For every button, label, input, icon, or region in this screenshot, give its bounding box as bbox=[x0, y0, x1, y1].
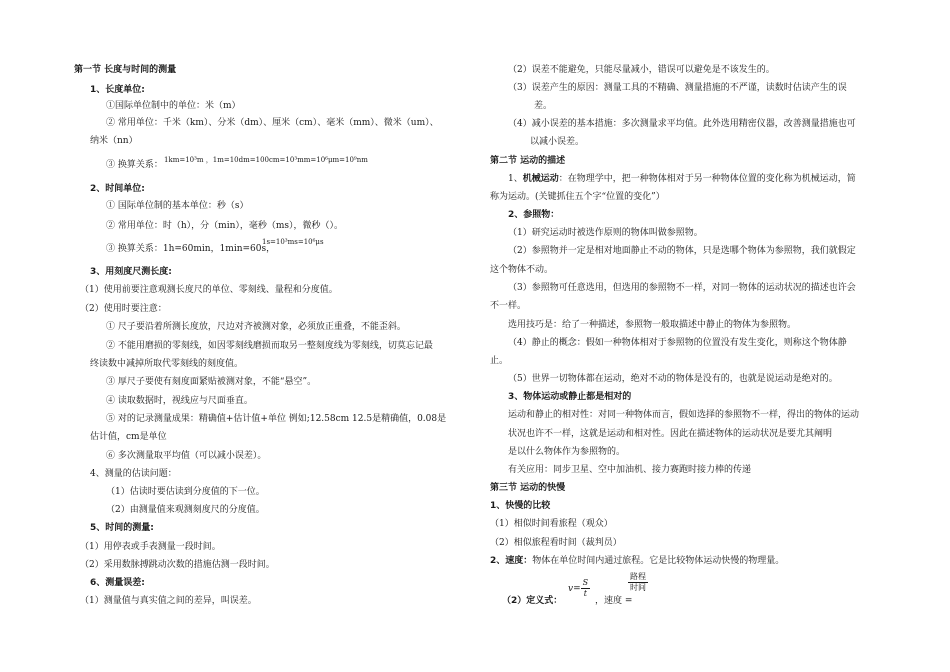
text-line: 终读数中减掉所取代零刻线的刻度值。 bbox=[90, 359, 244, 369]
text-line: （1）测量值与真实值之间的差异，叫误差。 bbox=[80, 596, 257, 606]
text-line: 差。 bbox=[534, 101, 553, 111]
heading-time-units: 2、时间单位: bbox=[90, 184, 145, 194]
text-line: ③ 换算关系： bbox=[106, 160, 163, 170]
text-line: 纳米（nn） bbox=[90, 136, 138, 146]
speed-definition: 物体在单位时间内通过旅程。它是比较物体运动快慢的物理量。 bbox=[532, 556, 785, 566]
text-line: （2）由测量值来观测刻度尺的分度值。 bbox=[106, 505, 265, 515]
term-mechanical-motion: 机械运动 bbox=[522, 174, 559, 184]
text-line: （4）静止的概念：假如一种物体相对于参照物的位置没有发生变化，则称这个物体静 bbox=[508, 338, 847, 348]
text-line: ② 常用单位：千米（km）、分米（dm）、厘米（cm）、毫米（mm）、微米（um）、 bbox=[106, 118, 439, 128]
heading-estimation: 4、测量的估读问题： bbox=[90, 469, 177, 479]
text-line: ① 国际单位制的基本单位：秒（s） bbox=[106, 201, 249, 211]
text-line: 这个物体不动。 bbox=[490, 265, 554, 275]
text-line: ③ 厚尺子要使有刻度面紧贴被测对象，不能“悬空”。 bbox=[106, 377, 317, 387]
heading-error: 6、测量误差: bbox=[90, 578, 145, 588]
section1-title: 第一节 长度与时间的测量 bbox=[74, 65, 177, 75]
text-line: 称为运动。(关键抓住五个字“位置的变化”） bbox=[490, 192, 665, 202]
heading-formula bbox=[502, 595, 562, 607]
text-line: 有关应用：同步卫星、空中加油机、接力赛跑时接力棒的传递 bbox=[508, 465, 752, 475]
text-line: 运动和静止的相对性：对同一种物体而言，假如选择的参照物不一样，得出的物体的运动 bbox=[508, 410, 860, 420]
text-line: （2）误差不能避免，只能尽量减小，错误可以避免是不该发生的。 bbox=[508, 65, 775, 75]
text-line: 状况也许不一样，这就是运动和相对性。因此在描述物体的运动状况是要尤其阐明 bbox=[508, 429, 833, 439]
text-line bbox=[508, 173, 856, 185]
text-line: （1）使用前要注意观测长度尺的单位、零刻线、量程和分度值。 bbox=[80, 285, 338, 295]
text-line: ② 常用单位：时（h），分（min），毫秒（ms），微秒（）。 bbox=[106, 221, 344, 231]
text-line: ④ 读取数据时，视线应与尺面垂直。 bbox=[106, 396, 253, 406]
text-line: 止。 bbox=[490, 356, 509, 366]
heading-length-units: 1、长度单位: bbox=[90, 85, 145, 95]
word-fraction-body: $\frac{\text{路程}}{\text{时间}}$ bbox=[630, 572, 646, 592]
speed-formula bbox=[568, 578, 590, 599]
text-line: （1）相似时间看旅程（观众） bbox=[490, 519, 613, 529]
text-line: （1）估读时要估读到分度值的下一位。 bbox=[106, 487, 265, 497]
text-line: （2）参照物并一定是相对地面静止不动的物体，只是选哪个物体为参照物，我们就假定 bbox=[508, 246, 856, 256]
text-line: （3）误差产生的原因：测量工具的不精确、测量措施的不严谨，读数时估读产生的误 bbox=[508, 83, 847, 93]
text-line: ① 尺子要沿着所测长度放，尺边对齐被测对象，必须放正重叠，不能歪斜。 bbox=[106, 322, 406, 332]
word-fraction bbox=[628, 572, 648, 593]
num-label: 1、 bbox=[508, 174, 523, 184]
formula-v: v= bbox=[568, 584, 581, 594]
definition-text: ：在物理学中，把一种物体相对于另一种物体位置的变化称为机械运动，简 bbox=[558, 174, 856, 184]
text-line: （2）相似旅程看时间（裁判员） bbox=[490, 538, 622, 548]
term-speed: 2、速度： bbox=[490, 556, 533, 566]
text-line: 不一样。 bbox=[490, 301, 527, 311]
text-line: （1）用停表或手表测量一段时间。 bbox=[80, 542, 221, 552]
text-line: ①国际单位制中的单位：米（m） bbox=[106, 101, 241, 111]
conversion-formula: 1km=10³m ，1m=10dm=100cm=10³mm=10⁶μm=10⁹nm bbox=[164, 156, 368, 164]
text-line: （5）世界一切物体都在运动，绝对不动的物体是没有的，也就是说运动是绝对的。 bbox=[508, 374, 838, 384]
speed-word-eq: ，速度 = bbox=[595, 596, 633, 606]
text-line: 估计值，cm是单位 bbox=[90, 432, 167, 442]
heading-reference: 2、参照物： bbox=[508, 210, 560, 220]
time-conversion-formula: 1s=10³ms=10⁶μs bbox=[262, 238, 324, 246]
heading-speed-compare: 1、快慢的比较 bbox=[490, 501, 551, 511]
text-line: （2）使用时要注意： bbox=[80, 304, 167, 314]
text-line: ⑤ 对的记录测量成果：精确值+估计值+单位 例如;12.58cm 12.5是精确值，0.08是 bbox=[106, 414, 447, 424]
formula-fraction: $\frac{S}{t}$ bbox=[582, 578, 589, 598]
text-line: ② 不能用磨损的零刻线，如因零刻线磨损而取另一整刻度线为零刻线，切莫忘记最 bbox=[106, 341, 433, 351]
text-line: 选用技巧是：给了一种描述，参照物一般取描述中静止的物体为参照物。 bbox=[508, 320, 797, 330]
text-line: （2）采用数脉搏跳动次数的措施估测一段时间。 bbox=[80, 560, 275, 570]
text-line: （3）参照物可任意选用，但选用的参照物不一样，对同一物体的运动状况的描述也许会 bbox=[508, 283, 856, 293]
heading-time-measure: 5、时间的测量: bbox=[90, 523, 154, 533]
formula-label: （2）定义式： bbox=[502, 596, 563, 606]
text-line: ③ 换算关系：1h=60min，1min=60s， bbox=[106, 244, 276, 254]
section3-title: 第三节 运动的快慢 bbox=[490, 483, 566, 493]
text-line: ⑥ 多次测量取平均值（可以减小误差）。 bbox=[106, 451, 267, 461]
heading-ruler: 3、用刻度尺测长度: bbox=[90, 267, 172, 277]
section2-title: 第二节 运动的描述 bbox=[490, 156, 566, 166]
text-line: （4）减小误差的基本措施：多次测量求平均值。此外选用精密仪器，改善测量措施也可 bbox=[508, 119, 856, 129]
text-line bbox=[490, 555, 784, 567]
heading-relative-motion: 3、物体运动或静止都是相对的 bbox=[508, 392, 632, 402]
text-line: （1）研究运动时被选作原则的物体叫做参照物。 bbox=[508, 228, 703, 238]
text-line: 是以什么物体作为参照物的。 bbox=[508, 447, 626, 457]
text-line: 以减小误差。 bbox=[530, 137, 585, 147]
